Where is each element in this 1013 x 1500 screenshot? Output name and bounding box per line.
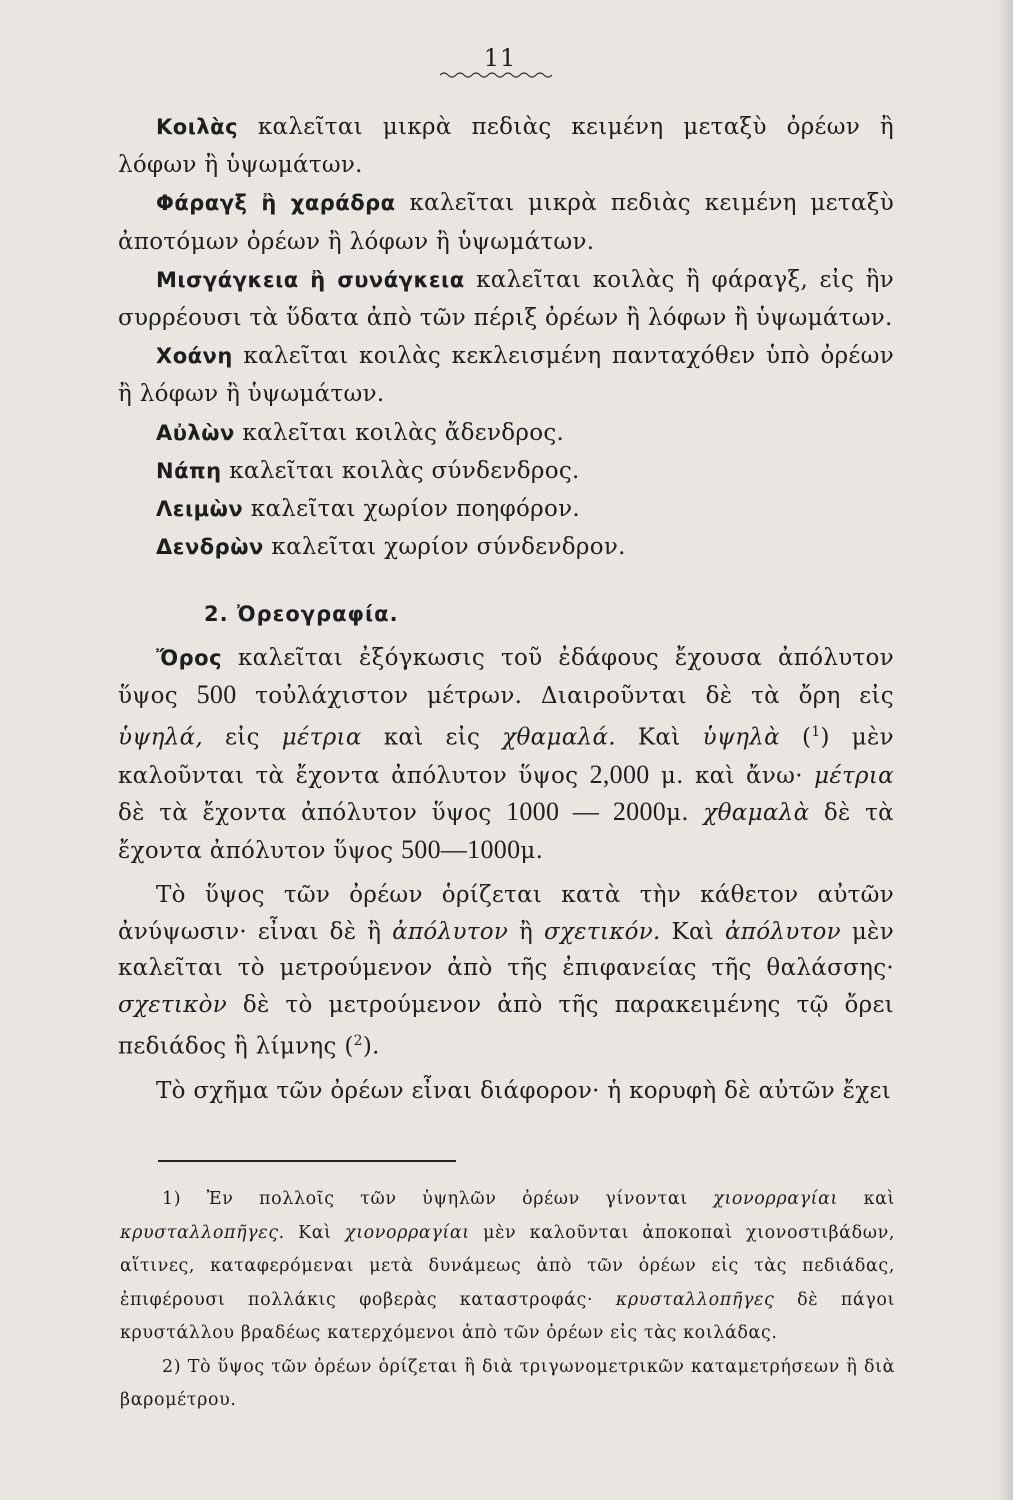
main-text: [118, 108, 894, 1110]
definition-text: καλεῖται μικρὰ πεδιὰς κειμένη μεταξὺ ἀποτόμων ὀρέων ἢ λόφων ἢ ὑψωμάτων.: [118, 190, 894, 255]
footnote-ref: 2: [353, 1033, 363, 1050]
italic-term: ἀπόλυτον: [392, 918, 509, 945]
definition-napi: [118, 452, 894, 490]
text: δὲ τὰ ἔχοντα ἀπόλυτον ὕψος: [118, 800, 492, 827]
text: Καὶ: [671, 918, 715, 945]
text: δὲ τὸ μετρούμενον ἀπὸ τῆς παρακειμένης τῷ ὄρει πεδιάδος ἢ λίμνης: [118, 991, 894, 1060]
number: 500—1000: [400, 834, 521, 864]
text: μ.: [666, 800, 689, 827]
definition-text: καλεῖται κοιλὰς κεκλεισμένη πανταχόθεν ὑπὸ ὀρέων ἢ λόφων ἢ ὑψωμάτων.: [118, 343, 894, 408]
text: Καὶ: [298, 1222, 332, 1243]
term: Φάραγξ ἢ χαράδρα: [156, 191, 396, 216]
term: Αὐλὼν: [156, 420, 235, 445]
term: Δενδρὼν: [156, 535, 264, 560]
text: ἢ: [519, 918, 534, 945]
footnote-label: 1): [162, 1189, 182, 1209]
footnote-ref: 1: [811, 724, 821, 741]
italic-term: ὑψηλά,: [118, 725, 204, 752]
text: Καὶ: [637, 725, 681, 752]
text: Ἐν πολλοῖς τῶν ὑψηλῶν ὀρέων γίνονται: [206, 1189, 688, 1209]
term: Κοιλὰς: [156, 115, 239, 139]
term: Ὄρος: [156, 646, 223, 671]
definition-text: καλεῖται χωρίον ποηφόρον.: [250, 496, 580, 523]
text: δὲ πάγοι κρυστάλλου βραδέως κατερχόμενοι ἀπὸ τῶν ὀρέων εἰς τὰς κοιλάδας.: [120, 1289, 896, 1343]
term: Μισγάγκεια ἢ συνάγκεια: [156, 267, 465, 292]
definition-leimon: [118, 490, 894, 528]
definition-text: καλεῖται μικρὰ πεδιὰς κειμένη μεταξὺ ὀρέων ἢ λόφων ἢ ὑψωμάτων.: [118, 114, 894, 179]
definition-text: καλεῖται κοιλὰς ἄδενδρος.: [242, 419, 565, 446]
paragraph-shape: Τὸ σχῆμα τῶν ὀρέων εἶναι διάφορον· ἡ κορυφὴ δὲ αὐτῶν ἔχει: [156, 1078, 892, 1105]
text: καὶ: [863, 1189, 895, 1209]
definition-text: καλεῖται κοιλὰς ἢ φάραγξ, εἰς ἣν συρρέουσι τὰ ὕδατα ἀπὸ τῶν πέριξ ὀρέων ἢ λόφων ἢ ὑψωμάτων.: [118, 266, 894, 332]
text: εἰς: [225, 725, 260, 752]
italic-term: χιονορραγίαι: [344, 1222, 470, 1243]
text: μὲν καλοῦνται ἀποκοπαὶ χιονοστιβάδων, αἵτινες, καταφερόμεναι μετὰ δυνάμεως ἀπὸ τῶν ὀρέων εἰς τὰς πεδιάδας, ἐπιφέρουσι πολλάκις φοβερὰς καταστροφάς·: [120, 1222, 895, 1310]
definition-avlon: [118, 414, 894, 452]
text: Τὸ ὕψος τῶν ὀρέων ὁρίζεται κατὰ τὴν κάθετον αὐτῶν ἀνύψωσιν· εἶναι δὲ ἢ: [118, 882, 894, 945]
text: καλεῖται ἐξόγκωσις τοῦ ἐδάφους ἔχουσα ἀπόλυτον ὕψος: [118, 645, 894, 709]
footnotes: [120, 1183, 895, 1418]
italic-term: χθαμαλά.: [502, 725, 616, 752]
italic-term: κρυσταλλοπῆγες: [615, 1289, 775, 1310]
definition-dendron: [118, 528, 894, 566]
term: Λειμὼν: [156, 497, 244, 522]
paragraph-height: Τὸ ὕψος τῶν ὀρέων ὁρίζεται κατὰ τὴν κάθετον αὐτῶν ἀνύψωσιν· εἶναι δὲ ἢ ἀπόλυτον ἢ σχετικόν. Καὶ ἀπόλυτον μὲν καλεῖται τὸ μετρούμενον ἀπὸ τῆς ἐπιφανείας τῆς θαλάσσης· σχετικὸν δὲ τὸ μετρούμενον ἀπὸ τῆς παρακειμένης τῷ ὄρει πεδιάδος ἢ λίμνης ($^2$).: [118, 882, 894, 1060]
footnote-2: [120, 1351, 895, 1418]
italic-term: ὑψηλὰ: [702, 725, 780, 752]
definition-pharanx: [118, 184, 894, 260]
italic-term: σχετικόν.: [543, 918, 661, 945]
text: μ. καὶ ἄνω·: [660, 762, 803, 789]
footnote-label: 2): [162, 1356, 182, 1377]
definition-misgangeia: [118, 261, 894, 337]
footnote-1: [120, 1183, 895, 1351]
wavy-ornament-icon: [438, 70, 554, 80]
italic-term: χθαμαλὰ: [703, 800, 810, 827]
text: καὶ εἰς: [383, 725, 481, 752]
italic-term: σχετικὸν: [118, 991, 228, 1018]
paragraph-oros: Ὄρος καλεῖται ἐξόγκωσις τοῦ ἐδάφους ἔχουσα ἀπόλυτον ὕψος 500 τοὐλάχιστον μέτρων. Διαιροῦνται δὲ τὰ ὄρη εἰς ὑψηλά, εἰς μέτρια καὶ εἰς χθαμαλά. Καὶ ὑψηλὰ ($^1$) μὲν καλοῦνται τὰ ἔχοντα ἀπόλυτον ὕψος 2,000 μ. καὶ ἄνω· μέτρια δὲ τὰ ἔχοντα ἀπόλυτον ὕψος 1000 — 2000μ. χθαμαλὰ δὲ τὰ ἔχοντα ἀπόλυτον ὕψος 500—1000μ.: [118, 645, 894, 864]
definition-text: καλεῖται χωρίον σύνδενδρον.: [271, 534, 626, 561]
definition-koilas: [118, 108, 894, 184]
term: Νάπη: [156, 458, 222, 483]
italic-term: κρυσταλλοπῆγες.: [120, 1222, 285, 1243]
italic-term: ἀπόλυτον: [724, 918, 841, 945]
definition-text: καλεῖται κοιλὰς σύνδενδρος.: [229, 457, 580, 484]
footnote-divider: [158, 1160, 456, 1162]
definition-choani: [118, 337, 894, 413]
text: δὲ τὰ ἔχοντα ἀπόλυτον ὕψος: [118, 800, 894, 864]
italic-term: χιονορραγίαι: [713, 1189, 839, 1209]
text: τοὐλάχιστον μέτρων. Διαιροῦνται δὲ τὰ ὄρη εἰς: [255, 682, 894, 709]
italic-term: μέτρια: [281, 725, 362, 752]
text: μὲν καλοῦνται τὰ ἔχοντα ἀπόλυτον ὕψος: [118, 725, 894, 789]
page-edge: [999, 0, 1013, 1500]
number: 2,000: [589, 759, 650, 789]
text: .: [372, 1033, 380, 1060]
number: 1000 — 2000: [506, 797, 667, 827]
section-heading: 2. Ὀρεογραφία.: [204, 602, 399, 627]
italic-term: μέτρια: [814, 762, 894, 789]
page-number: 11: [483, 44, 517, 72]
text: μὲν καλεῖται τὸ μετρούμενον ἀπὸ τῆς ἐπιφανείας τῆς θαλάσσης·: [118, 918, 894, 982]
text: Τὸ ὕψος τῶν ὀρέων ὁρίζεται ἢ διὰ τριγωνομετρικῶν καταμετρήσεων ἢ διὰ βαρομέτρου.: [120, 1356, 895, 1410]
term: Χοάνη: [156, 344, 233, 369]
text: μ.: [520, 837, 544, 864]
number: 500: [196, 679, 237, 709]
